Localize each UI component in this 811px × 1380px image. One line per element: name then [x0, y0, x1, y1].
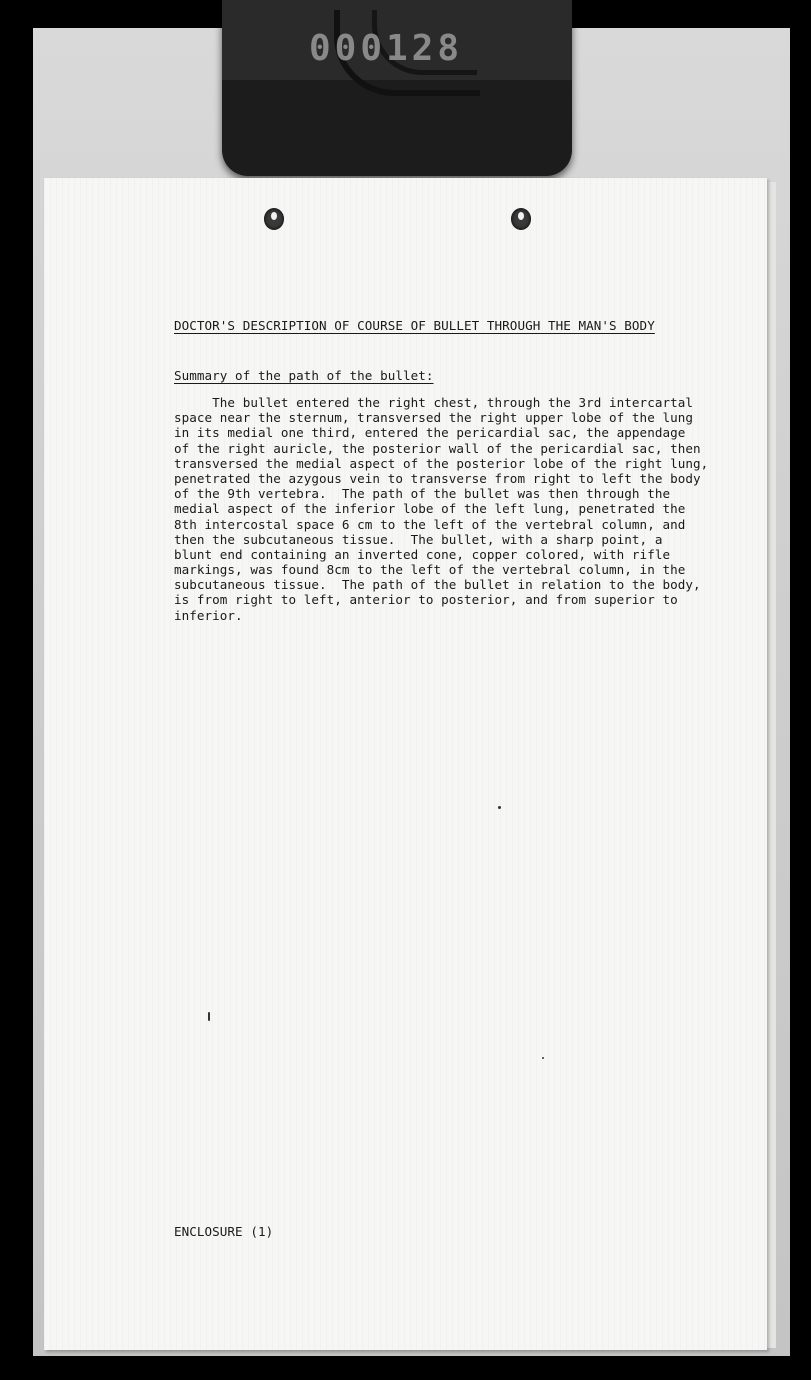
paper-speck	[208, 1012, 210, 1021]
paper-speck	[542, 1057, 544, 1059]
body-paragraph	[174, 395, 734, 623]
document-title: DOCTOR'S DESCRIPTION OF COURSE OF BULLET THROUGH THE MAN'S BODY	[174, 318, 655, 333]
enclosure-label: ENCLOSURE (1)	[174, 1224, 274, 1239]
body-line: 8th intercostal space 6 cm to the left of the vertebral column, and	[174, 516, 686, 532]
sheet-edge	[766, 182, 776, 1348]
body-line: of the 9th vertebra. The path of the bullet was then through the	[174, 486, 671, 502]
document-clamp	[222, 0, 572, 176]
body-line: blunt end containing an inverted cone, copper colored, with rifle	[174, 546, 671, 562]
body-line: space near the sternum, transversed the right upper lobe of the lung	[174, 410, 693, 426]
body-line: transversed the medial aspect of the posterior lobe of the right lung,	[174, 455, 709, 471]
body-line: The bullet entered the right chest, through the 3rd intercartal	[174, 395, 693, 410]
paper-speck	[498, 806, 501, 809]
body-line: inferior.	[174, 607, 243, 623]
body-line: then the subcutaneous tissue. The bullet, with a sharp point, a	[174, 531, 663, 547]
paper-sheet	[44, 178, 767, 1350]
body-line: subcutaneous tissue. The path of the bullet in relation to the body,	[174, 577, 701, 593]
body-line: penetrated the azygous vein to transverse from right to left the body	[174, 470, 701, 486]
summary-heading: Summary of the path of the bullet:	[174, 368, 434, 383]
frame-counter: 000128	[308, 27, 464, 69]
punch-hole-left	[264, 208, 284, 230]
body-line: is from right to left, anterior to posterior, and from superior to	[174, 592, 678, 608]
punch-hole-right	[511, 208, 531, 230]
body-line: in its medial one third, entered the pericardial sac, the appendage	[174, 425, 686, 441]
body-line: markings, was found 8cm to the left of the vertebral column, in the	[174, 562, 686, 578]
body-line: medial aspect of the inferior lobe of the left lung, penetrated the	[174, 501, 686, 517]
body-line: of the right auricle, the posterior wall of the pericardial sac, then	[174, 440, 701, 456]
